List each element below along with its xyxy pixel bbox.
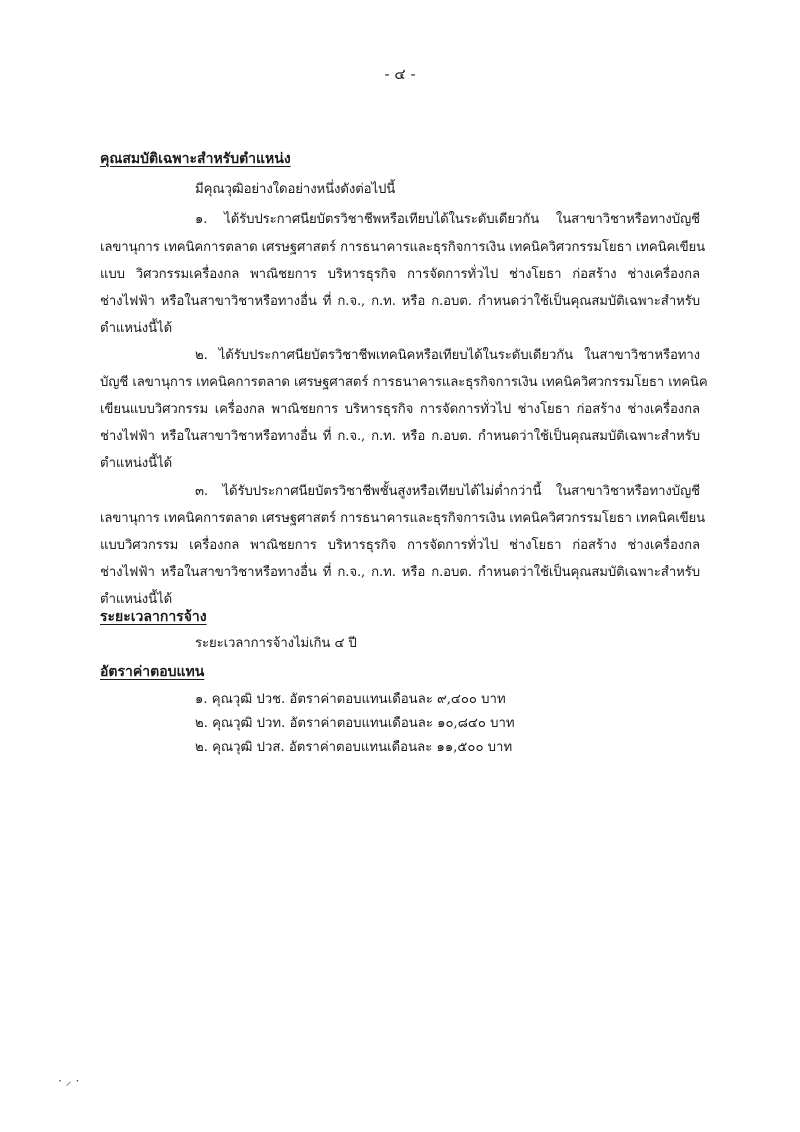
qualification-item-2-line-3: เขียนแบบวิศวกรรม เครื่องกล พาณิชยการ บริหารธุรกิจ การจัดการทั่วไป ช่างโยธา ก่อสร้าง ช่างเครื่องกล [100,402,700,417]
qualification-item-1-line-1: ๑. ได้รับประกาศนียบัตรวิชาชีพหรือเทียบได้ในระดับเดียวกัน ในสาขาวิชาหรือทางบัญชี [195,212,700,227]
qualification-item-2-line-2: บัญชี เลขานุการ เทคนิคการตลาด เศรษฐศาสตร์ การธนาคารและธุรกิจการเงิน เทคนิควิศวกรรมโยธา เทคนิค [100,375,708,390]
qualification-item-2-line-5: ตำแหน่งนี้ได้ [100,456,173,471]
compensation-item-2: ๒. คุณวุฒิ ปวท. อัตราค่าตอบแทนเดือนละ ๑๐,๘๔๐ บาท [195,716,515,731]
qualification-item-3-line-4: ช่างไฟฟ้า หรือในสาขาวิชาหรือทางอื่น ที่ ก.จ., ก.ท. หรือ ก.อบต. กำหนดว่าใช้เป็นคุณสมบัติเฉพาะสำหรับ [100,565,700,580]
scan-speck: · ⸝ · [58,1074,80,1088]
page-number: - ๔ - [384,65,416,83]
qualification-item-3-line-1: ๓. ได้รับประกาศนียบัตรวิชาชีพชั้นสูงหรือเทียบได้ไม่ต่ำกว่านี้ ในสาขาวิชาหรือทางบัญชี [195,484,700,499]
qualification-item-3-line-2: เลขานุการ เทคนิคการตลาด เศรษฐศาสตร์ การธนาคารและธุรกิจการเงิน เทคนิควิศวกรรมโยธา เทคนิคเขียน [100,511,706,526]
employment-period-heading: ระยะเวลาการจ้าง [100,609,207,625]
qualifications-heading: คุณสมบัติเฉพาะสำหรับตำแหน่ง [100,151,291,167]
qualification-item-2-line-1: ๒. ได้รับประกาศนียบัตรวิชาชีพเทคนิคหรือเทียบได้ในระดับเดียวกัน ในสาขาวิชาหรือทาง [195,348,700,363]
qualification-item-1-line-5: ตำแหน่งนี้ได้ [100,321,173,336]
compensation-item-1: ๑. คุณวุฒิ ปวช. อัตราค่าตอบแทนเดือนละ ๙,๔๐๐ บาท [195,692,506,707]
qualification-item-1-line-2: เลขานุการ เทคนิคการตลาด เศรษฐศาสตร์ การธนาคารและธุรกิจการเงิน เทคนิควิศวกรรมโยธา เทคนิคเขียน [100,240,706,255]
qualification-item-2-line-4: ช่างไฟฟ้า หรือในสาขาวิชาหรือทางอื่น ที่ ก.จ., ก.ท. หรือ ก.อบต. กำหนดว่าใช้เป็นคุณสมบัติเฉพาะสำหรับ [100,429,700,444]
qualifications-intro: มีคุณวุฒิอย่างใดอย่างหนึ่งดังต่อไปนี้ [195,182,396,197]
employment-period-text: ระยะเวลาการจ้างไม่เกิน ๔ ปี [195,636,357,651]
qualification-item-1-line-3: แบบ วิศวกรรมเครื่องกล พาณิชยการ บริหารธุรกิจ การจัดการทั่วไป ช่างโยธา ก่อสร้าง ช่างเครื่องกล [100,267,700,282]
qualification-item-1-line-4: ช่างไฟฟ้า หรือในสาขาวิชาหรือทางอื่น ที่ ก.จ., ก.ท. หรือ ก.อบต. กำหนดว่าใช้เป็นคุณสมบัติเฉพาะสำหรับ [100,294,700,309]
compensation-item-3: ๒. คุณวุฒิ ปวส. อัตราค่าตอบแทนเดือนละ ๑๑,๕๐๐ บาท [195,740,513,755]
qualification-item-3-line-5: ตำแหน่งนี้ได้ [100,592,173,607]
qualification-item-3-line-3: แบบวิศวกรรม เครื่องกล พาณิชยการ บริหารธุรกิจ การจัดการทั่วไป ช่างโยธา ก่อสร้าง ช่างเครื่องกล [100,538,700,553]
compensation-heading: อัตราค่าตอบแทน [100,664,205,680]
